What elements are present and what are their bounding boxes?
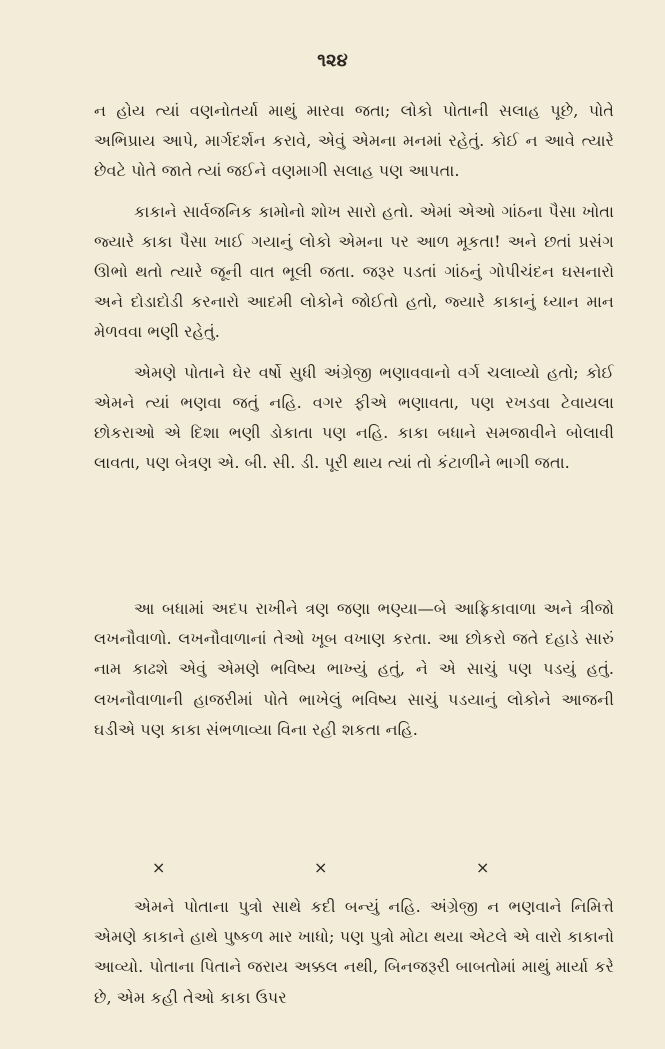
- separator-mark: ×: [314, 858, 328, 877]
- text-block-upper: [94, 96, 614, 478]
- section-separator: [0, 858, 665, 882]
- page-number: ૧૨૪: [317, 50, 348, 71]
- paragraph-2: કાકાને સાર્વજનિક કામોનો શોખ સારો હતો. એમાં એઓ ગાંઠના પૈસા ખોતા જ્યારે કાકા પૈસા ખાઈ ગયાનું લોકો એમના પર આળ મૂકતા! અને છતાં પ્રસંગ ઊભો થતો ત્યારે જૂની વાત ભૂલી જતા. જરૂર પડતાં ગાંઠનું ગોપીચંદન ઘસનારો અને દોડાદોડી કરનારો આદમી લોકોને જોઈતો હતો, જ્યારે કાકાનું ધ્યાન માન મેળવવા ભણી રહેતું.: [94, 201, 614, 342]
- separator-mark: ×: [152, 858, 166, 877]
- separator-mark: ×: [476, 858, 490, 877]
- text-block-middle: [94, 594, 614, 745]
- paragraph-5: એમને પોતાના પુત્રો સાથે કદી બન્યું નહિ. અંગ્રેજી ન ભણવાને નિમિત્તે એમણે કાકાને હાથે પુષ્કળ માર ખાધો; પણ પુત્રો મોટા થયા એટલે એ વારો કાકાનો આવ્યો. પોતાના પિતાને જરાય અક્કલ નથી, બિનજરૂરી બાબતોમાં માથું માર્યા કરે છે, એમ કહી તેઓ કાકા ઉપર: [94, 897, 614, 1007]
- paragraph-1: ન હોય ત્યાં વણનોતર્યા માથું મારવા જતા; લોકો પોતાની સલાહ પૂછે, પોતે અભિપ્રાય આપે, માર્ગદર્શન કરાવે, એવું એમના મનમાં રહેતું. કોઈ ન આવે ત્યારે છેવટે પોતે જાતે ત્યાં જઈને વણમાગી સલાહ પણ આપતા.: [94, 101, 614, 181]
- paragraph-3: એમણે પોતાને ઘેર વર્ષો સુધી અંગ્રેજી ભણાવવાનો વર્ગ ચલાવ્યો હતો; કોઈ એમને ત્યાં ભણવા જતું નહિ. વગર ફીએ ભણાવતા, પણ રખડવા ટેવાયલા છોકરાઓ એ દિશા ભણી ડોકાતા પણ નહિ. કાકા બધાને સમજાવીને બોલાવી લાવતા, પણ બેત્રણ એ. બી. સી. ડી. પૂરી થાય ત્યાં તો કંટાળીને ભાગી જતા.: [94, 362, 614, 473]
- paragraph-4: આ બધામાં અદપ રાખીને ત્રણ જણા ભણ્યા—બે આફ્રિકાવાળા અને ત્રીજો લખનૌવાળો. લખનૌવાળાનાં તેઓ ખૂબ વખાણ કરતા. આ છોકરો જતે દહાડે સારું નામ કાઢશે એવું એમણે ભવિષ્ય ભાખ્યું હતું, ને એ સાચું પણ પડયું હતું. લખનૌવાળાની હાજરીમાં પોતે ભાખેલું ભવિષ્ય સાચું પડયાનું લોકોને આજની ઘડીએ પણ કાકા સંભળાવ્યા વિના રહી શકતા નહિ.: [94, 599, 614, 739]
- text-block-lower: [94, 892, 614, 1013]
